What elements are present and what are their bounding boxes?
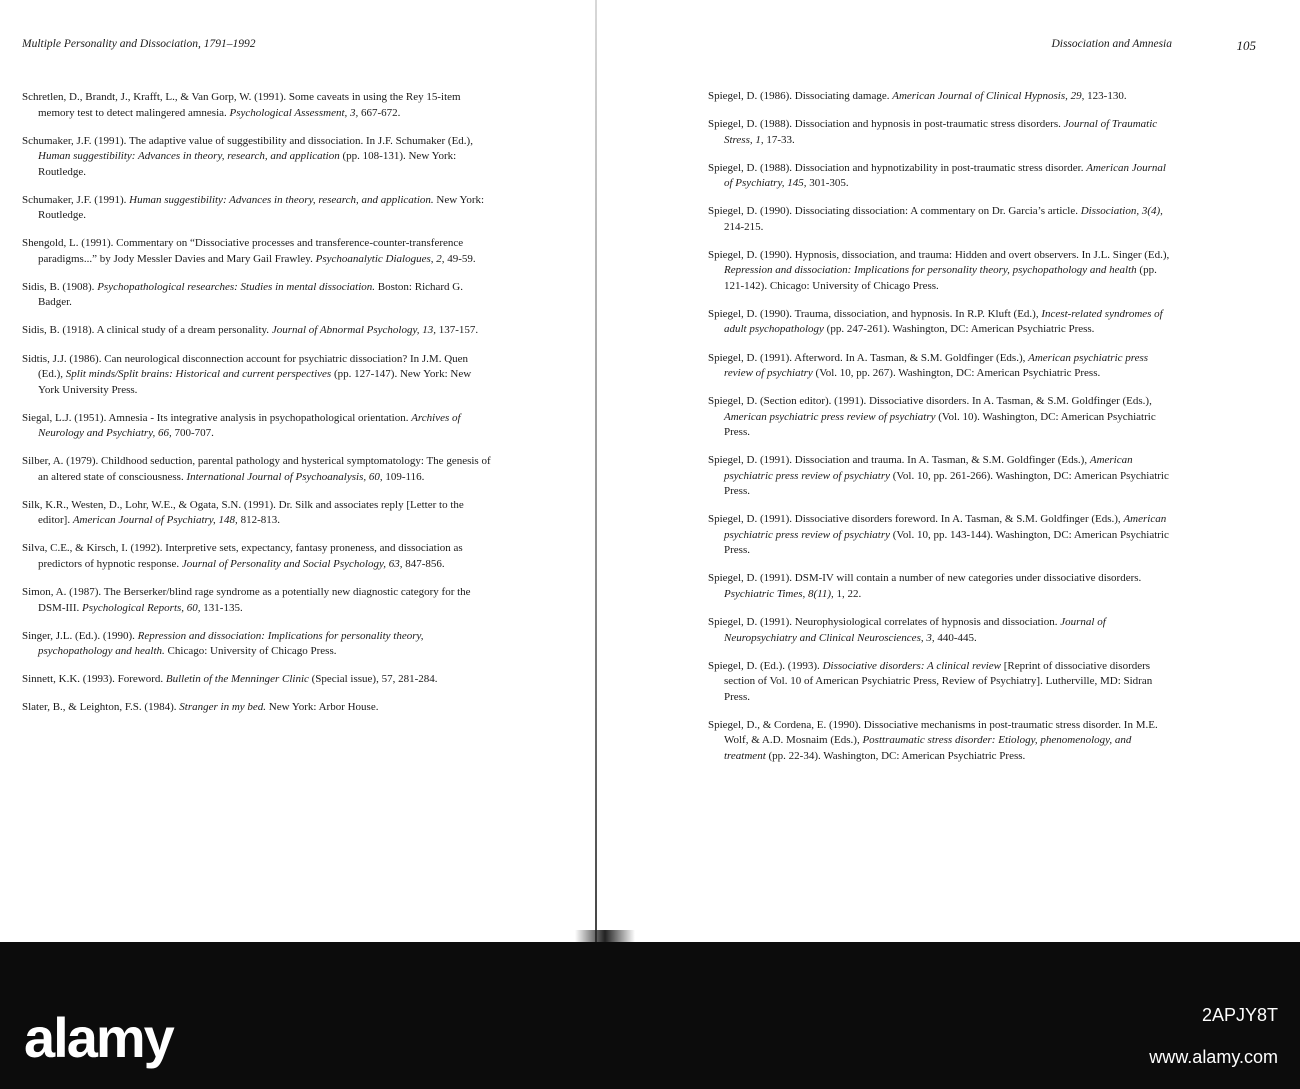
page-curl-shadow (575, 930, 635, 942)
reference-entry (708, 204, 1174, 235)
reference-source: Journal of Personality and Social Psychology, 63, (181, 557, 403, 570)
reference-entry (22, 498, 492, 529)
reference-authors: Schumaker, J.F. (1991). The adaptive value of suggestibility and dissociation. In J.F. Schumaker (Ed.), (22, 134, 473, 147)
reference-authors: Sinnett, K.K. (1993). Foreword. (22, 673, 166, 686)
reference-authors: Schumaker, J.F. (1991). (22, 193, 130, 206)
reference-authors: Simon, A. (1987). The Berserker/blind rage syndrome as a potentially new diagnostic category for the DSM-III. (22, 586, 471, 614)
reference-entry (22, 629, 492, 660)
reference-source: Stranger in my bed. (179, 701, 267, 714)
reference-source: Journal of Neuropsychiatry and Clinical Neurosciences, 3, (724, 616, 1106, 644)
reference-authors: Silva, C.E., & Kirsch, I. (1992). Interpretive sets, expectancy, fantasy proneness, and dissociation as predictors of hypnotic response. (22, 542, 463, 570)
reference-tail: 667-672. (358, 106, 401, 119)
reference-tail: 301-305. (806, 177, 849, 190)
right-page (598, 0, 1300, 942)
reference-tail: Boston: Richard G. Badger. (38, 280, 463, 309)
reference-tail: (Special issue), 57, 281-284. (308, 673, 438, 686)
reference-entry (708, 89, 1174, 105)
reference-source: Bulletin of the Menninger Clinic (165, 673, 309, 686)
reference-authors: Spiegel, D. (1990). Hypnosis, dissociation, and trauma: Hidden and overt observers. In J.L. Singer (Ed.), (708, 248, 1170, 261)
reference-tail: 847-856. (402, 557, 445, 570)
reference-source: American Journal of Psychiatry, 148, (72, 514, 238, 527)
reference-entry (708, 117, 1174, 148)
reference-tail: 440-445. (934, 631, 977, 644)
reference-authors: Spiegel, D. (1991). Neurophysiological correlates of hypnosis and dissociation. (708, 616, 1061, 629)
reference-source: American Journal of Psychiatry, 145, (724, 161, 1166, 190)
reference-entry (708, 571, 1174, 602)
reference-authors: Spiegel, D. (1986). Dissociating damage. (708, 90, 893, 102)
reference-source: Repression and dissociation: Implications for personality theory, psychopathology and health. (38, 629, 424, 658)
reference-entry (22, 236, 492, 267)
reference-tail: 1, 22. (833, 587, 862, 600)
reference-source: Psychiatric Times, 8(11), (724, 587, 834, 600)
reference-entry (22, 280, 492, 311)
reference-source: Human suggestibility: Advances in theory, research, and application (38, 150, 340, 163)
reference-authors: Spiegel, D. (1990). Trauma, dissociation, and hypnosis. In R.P. Kluft (Ed.), (708, 307, 1042, 320)
reference-source: American psychiatric press review of psychiatry (724, 513, 1167, 541)
reference-source: American Journal of Clinical Hypnosis, 29, (892, 90, 1085, 102)
reference-source: Psychological Assessment, 3, (229, 106, 359, 119)
reference-authors: Schretlen, D., Brandt, J., Krafft, L., & Van Gorp, W. (1991). Some caveats in using the Rey 15-item memory test to detect malingered amnesia. (22, 91, 461, 119)
site-url: www.alamy.com (1149, 1047, 1278, 1067)
reference-tail: 49-59. (444, 252, 476, 265)
reference-entry (22, 541, 492, 572)
reference-tail: (pp. 127-147). New York: New York University Press. (38, 368, 472, 396)
reference-source: Journal of Traumatic Stress, 1, (724, 118, 1158, 146)
reference-entry (22, 90, 492, 121)
reference-entry (708, 351, 1174, 382)
reference-authors: Slater, B., & Leighton, F.S. (1984). (22, 701, 180, 714)
reference-source: Repression and dissociation: Implications for personality theory, psychopathology and health (724, 264, 1137, 277)
reference-tail: (Vol. 10, pp. 261-266). Washington, DC: American Psychiatric Press. (724, 469, 1169, 498)
watermark-strip (0, 985, 1300, 1089)
reference-tail: Chicago: University of Chicago Press. (164, 645, 337, 658)
reference-entry (22, 672, 492, 688)
reference-tail: [Reprint of dissociative disorders section of Vol. 10 of American Psychiatric Press, Review of Psychiatry]. Lutherville, MD: Sidran Press. (724, 659, 1153, 703)
reference-entry (708, 307, 1174, 338)
reference-source: Posttraumatic stress disorder: Etiology, phenomenology, and treatment (724, 734, 1132, 762)
left-page (0, 0, 596, 942)
reference-entry (22, 585, 492, 616)
reference-entry (22, 193, 492, 224)
reference-tail: 17-33. (763, 133, 795, 146)
reference-source: Human suggestibility: Advances in theory, research, and application. (129, 193, 434, 206)
reference-authors: Sidtis, J.J. (1986). Can neurological disconnection account for psychiatric dissociation? In J.M. Quen (Ed.), (22, 352, 469, 381)
reference-entry (708, 512, 1174, 559)
reference-authors: Spiegel, D. (1991). Dissociative disorders foreword. In A. Tasman, & S.M. Goldfinger (Eds.), (708, 513, 1124, 526)
reference-entry (22, 700, 492, 716)
reference-tail: 123-130. (1084, 90, 1127, 102)
reference-entry (22, 323, 492, 339)
right-running-head: Dissociation and Amnesia (1051, 38, 1172, 50)
reference-source: Incest-related syndromes of adult psychopathology (724, 307, 1163, 336)
reference-authors: Silber, A. (1979). Childhood seduction, parental pathology and hysterical symptomatology: The genesis of an altered state of consciousness. (22, 455, 491, 483)
reference-source: American psychiatric press review of psychiatry (724, 351, 1149, 380)
reference-tail: (Vol. 10, pp. 267). Washington, DC: American Psychiatric Press. (812, 367, 1101, 380)
reference-authors: Spiegel, D. (1991). DSM-IV will contain a number of new categories under dissociative disorders. (708, 572, 1142, 585)
reference-entry (22, 134, 492, 181)
reference-tail: 131-135. (200, 601, 243, 614)
reference-authors: Spiegel, D., & Cordena, E. (1990). Dissociative mechanisms in post-traumatic stress disorder. In M.E. Wolf, & A.D. Mosnaim (Eds.), (708, 718, 1158, 747)
reference-entry (22, 352, 492, 399)
reference-entry (708, 394, 1174, 441)
reference-authors: Singer, J.L. (Ed.). (1990). (22, 629, 138, 642)
reference-tail: New York: Routledge. (38, 193, 485, 222)
reference-authors: Spiegel, D. (1988). Dissociation and hypnosis in post-traumatic stress disorders. (708, 118, 1064, 131)
reference-tail: (pp. 22-34). Washington, DC: American Psychiatric Press. (765, 749, 1026, 762)
reference-source: Psychological Reports, 60, (82, 601, 201, 614)
reference-authors: Spiegel, D. (1991). Afterword. In A. Tasman, & S.M. Goldfinger (Eds.), (708, 351, 1029, 364)
reference-entry (708, 161, 1174, 192)
reference-entry (708, 248, 1174, 295)
reference-tail: (pp. 108-131). New York: Routledge. (38, 150, 457, 178)
reference-tail: 137-157. (436, 324, 479, 337)
reference-entry (708, 453, 1174, 500)
reference-authors: Spiegel, D. (1991). Dissociation and trauma. In A. Tasman, & S.M. Goldfinger (Eds.), (708, 454, 1090, 467)
reference-authors: Spiegel, D. (Ed.). (1993). (708, 659, 823, 672)
page-number: 105 (1236, 38, 1256, 53)
reference-tail: 214-215. (724, 220, 764, 233)
reference-source: International Journal of Psychoanalysis, 60, (186, 470, 383, 483)
reference-entry (22, 454, 492, 485)
reference-source: Psychopathological researches: Studies in mental dissociation. (97, 280, 375, 293)
reference-authors: Spiegel, D. (1990). Dissociating dissociation: A commentary on Dr. Garcia’s article. (708, 205, 1081, 218)
reference-entry (708, 659, 1174, 706)
reference-authors: Shengold, L. (1991). Commentary on “Dissociative processes and transference-counter-transference paradigms...” by Jody Messler Davies and Mary Gail Frawley. (22, 237, 464, 265)
left-running-head: Multiple Personality and Dissociation, 1791–1992 (22, 38, 256, 50)
reference-authors: Silk, K.R., Westen, D., Lohr, W.E., & Ogata, S.N. (1991). Dr. Silk and associates reply [Letter to the editor]. (22, 498, 464, 527)
image-id: 2APJY8T (1201, 1005, 1278, 1025)
reference-source: Journal of Abnormal Psychology, 13, (271, 324, 436, 337)
reference-entry (708, 718, 1174, 765)
reference-source: Archives of Neurology and Psychiatry, 66, (38, 411, 461, 440)
reference-source: American psychiatric press review of psychiatry (724, 454, 1133, 482)
reference-tail: (Vol. 10, pp. 143-144). Washington, DC: American Psychiatric Press. (724, 528, 1169, 557)
reference-authors: Sidis, B. (1908). (22, 280, 98, 293)
reference-entry (708, 615, 1174, 646)
reference-source: Psychoanalytic Dialogues, 2, (315, 252, 445, 265)
reference-tail: New York: Arbor House. (266, 701, 379, 714)
reference-tail: 109-116. (382, 470, 425, 483)
reference-authors: Spiegel, D. (1988). Dissociation and hypnotizability in post-traumatic stress disorder. (708, 161, 1087, 174)
reference-tail: (pp. 247-261). Washington, DC: American Psychiatric Press. (823, 323, 1095, 336)
reference-source: American psychiatric press review of psychiatry (724, 410, 936, 423)
right-reference-list (708, 89, 1174, 777)
reference-tail: 700-707. (171, 427, 214, 440)
alamy-logo: alamy (24, 1006, 173, 1069)
reference-tail: (Vol. 10). Washington, DC: American Psychiatric Press. (724, 410, 1156, 439)
reference-source: Split minds/Split brains: Historical and current perspectives (65, 368, 332, 381)
reference-source: Dissociative disorders: A clinical review (822, 659, 1001, 672)
reference-authors: Sidis, B. (1918). A clinical study of a dream personality. (22, 324, 272, 337)
reference-source: Dissociation, 3(4), (1080, 205, 1163, 218)
reference-authors: Siegal, L.J. (1951). Amnesia - Its integrative analysis in psychopathological orientation. (22, 411, 412, 424)
reference-entry (22, 411, 492, 442)
reference-tail: (pp. 121-142). Chicago: University of Chicago Press. (724, 264, 1157, 292)
book-gutter (595, 0, 597, 942)
reference-tail: 812-813. (237, 514, 280, 527)
left-reference-list (22, 90, 492, 728)
reference-authors: Spiegel, D. (Section editor). (1991). Dissociative disorders. In A. Tasman, & S.M. Goldfinger (Eds.), (708, 395, 1152, 408)
